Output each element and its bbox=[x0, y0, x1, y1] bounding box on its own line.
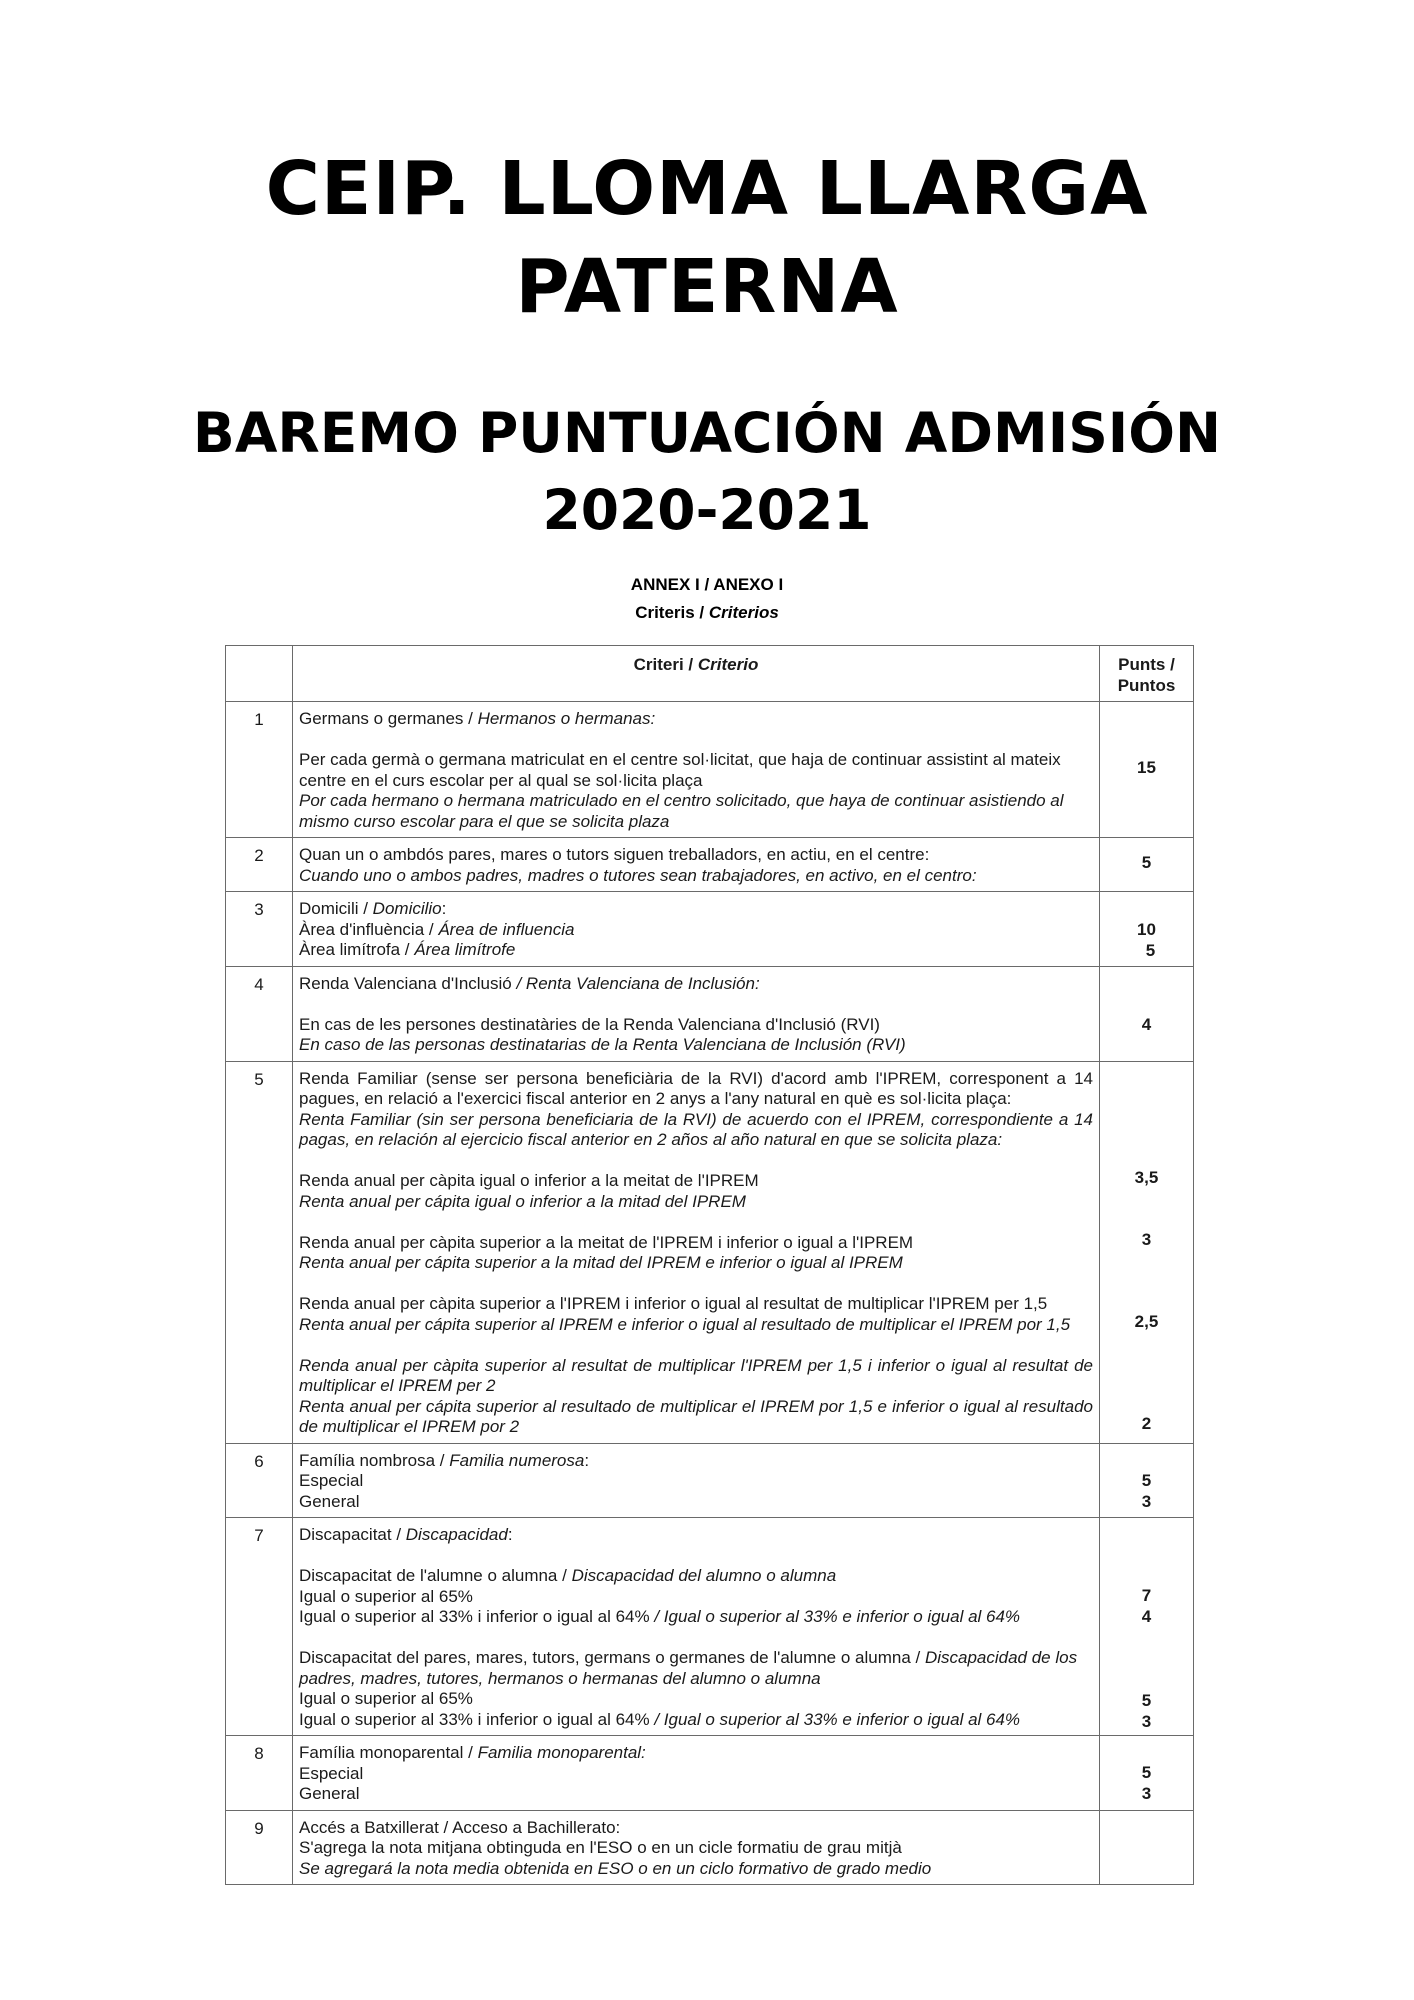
table-row bbox=[226, 1443, 1194, 1518]
row-number: 7 bbox=[226, 1518, 293, 1736]
number-header bbox=[226, 646, 293, 702]
criteria-cell: Família nombrosa / Familia numerosa: Especial General bbox=[293, 1443, 1100, 1518]
table-row bbox=[226, 1518, 1194, 1736]
points-header: Punts / Puntos bbox=[1100, 646, 1194, 702]
criteria-cell: Discapacitat / Discapacidad: Discapacitat de l'alumne o alumna / Discapacidad del alumno o alumna Igual o superior al 65% Igual o superior al 33% i inferior o igual al 64% / Igual o superior al 33% e inferior o igual al 64% Discapacitat del pares, mares, tutors, germans o germanes de l'alumne o alumna / Discapacidad de los padres, madres, tutores, hermanos o hermanas del alumno o alumna Igual o superior al 65% Igual o superior al 33% i inferior o igual al 64% / Igual o superior al 33% e inferior o igual al 64% bbox=[293, 1518, 1100, 1736]
criteria-cell: Família monoparental / Familia monoparental: Especial General bbox=[293, 1736, 1100, 1811]
points-cell: 5 bbox=[1100, 838, 1194, 892]
table-row bbox=[226, 1061, 1194, 1443]
table-row bbox=[226, 892, 1194, 967]
document-subtitle bbox=[0, 395, 1414, 549]
points-cell: 4 bbox=[1100, 966, 1194, 1061]
points-cell: 15 bbox=[1100, 702, 1194, 838]
table-row bbox=[226, 702, 1194, 838]
points-cell: 5 3 bbox=[1100, 1736, 1194, 1811]
table-row bbox=[226, 838, 1194, 892]
criteria-cell: Renda Familiar (sense ser persona beneficiària de la RVI) d'acord amb l'IPREM, corresponent a 14 pagues, en relació a l'exercici fiscal anterior en 2 anys a l'any natural en què es sol·licita plaça: Renta Familiar (sin ser persona beneficiaria de la RVI) de acuerdo con el IPREM, correspondiente a 14 pagas, en relación al ejercicio fiscal anterior en 2 años al año natural en que se solicita plaza: Renda anual per càpita igual o inferior a la meitat de l'IPREM Renta anual per cápita igual o inferior a la mitad del IPREM Renda anual per càpita superior a la meitat de l'IPREM i inferior o igual a l'IPREM Renta anual per cápita superior a la mitad del IPREM e inferior o igual al IPREM Renda anual per càpita superior a l'IPREM i inferior o igual al resultat de multiplicar l'IPREM per 1,5 Renta anual per cápita superior al IPREM e inferior o igual al resultado de multiplicar el IPREM por 1,5 Renda anual per càpita superior al resultat de multiplicar l'IPREM per 1,5 i inferior o igual al resultat de multiplicar el IPREM per 2 Renta anual per cápita superior al resultado de multiplicar el IPREM por 1,5 e inferior o igual al resultado de multiplicar el IPREM por 2 bbox=[293, 1061, 1100, 1443]
table-row bbox=[226, 966, 1194, 1061]
row-number: 2 bbox=[226, 838, 293, 892]
row-number: 6 bbox=[226, 1443, 293, 1518]
subtitle-line1: BAREMO PUNTUACIÓN ADMISIÓN bbox=[192, 401, 1222, 465]
subtitle-line2: 2020-2021 bbox=[542, 478, 872, 542]
criteria-cell: Domicili / Domicilio: Àrea d'influència / Área de influencia Àrea limítrofa / Área limítrofe bbox=[293, 892, 1100, 967]
points-cell: 7 4 5 3 bbox=[1100, 1518, 1194, 1736]
points-cell: 5 3 bbox=[1100, 1443, 1194, 1518]
criteria-cell: Quan un o ambdós pares, mares o tutors siguen treballadors, en actiu, en el centre: Cuando uno o ambos padres, madres o tutores sean trabajadores, en activo, en el centro: bbox=[293, 838, 1100, 892]
criteria-cell: Accés a Batxillerat / Acceso a Bachillerato: S'agrega la nota mitjana obtinguda en l'ESO o en un cicle formatiu de grau mitjà Se agregará la nota media obtenida en ESO o en un ciclo formativo de grado medio bbox=[293, 1810, 1100, 1885]
row-number: 1 bbox=[226, 702, 293, 838]
criteria-header: Criteri / Criterio bbox=[293, 646, 1100, 702]
criteria-cell: Renda Valenciana d'Inclusió / Renta Valenciana de Inclusión: En cas de les persones destinatàries de la Renda Valenciana d'Inclusió (RVI) En caso de las personas destinatarias de la Renta Valenciana de Inclusión (RVI) bbox=[293, 966, 1100, 1061]
row-number: 3 bbox=[226, 892, 293, 967]
table-row bbox=[226, 1810, 1194, 1885]
row-number: 5 bbox=[226, 1061, 293, 1443]
table-row bbox=[226, 1736, 1194, 1811]
school-title-line1: CEIP. LLOMA LLARGA bbox=[265, 146, 1149, 232]
row-number: 4 bbox=[226, 966, 293, 1061]
annex-heading: ANNEX I / ANEXO I bbox=[630, 575, 784, 594]
row-number: 9 bbox=[226, 1810, 293, 1885]
school-title bbox=[0, 140, 1414, 336]
row-number: 8 bbox=[226, 1736, 293, 1811]
table-header-row bbox=[226, 646, 1194, 702]
points-cell: 3,5 3 2,5 2 bbox=[1100, 1061, 1194, 1443]
school-title-line2: PATERNA bbox=[515, 244, 899, 330]
criteria-table bbox=[225, 645, 1194, 1885]
points-cell: 10 5 bbox=[1100, 892, 1194, 967]
criteria-cell: Germans o germanes / Hermanos o hermanas: Per cada germà o germana matriculat en el centre sol·licitat, que haja de continuar assistint al mateix centre en el curs escolar per al qual se sol·licita plaça Por cada hermano o hermana matriculado en el centro solicitado, que haya de continuar asistiendo al mismo curso escolar para el que se solicita plaza bbox=[293, 702, 1100, 838]
annex-subheading: Criteris / Criterios bbox=[635, 603, 779, 622]
points-cell bbox=[1100, 1810, 1194, 1885]
